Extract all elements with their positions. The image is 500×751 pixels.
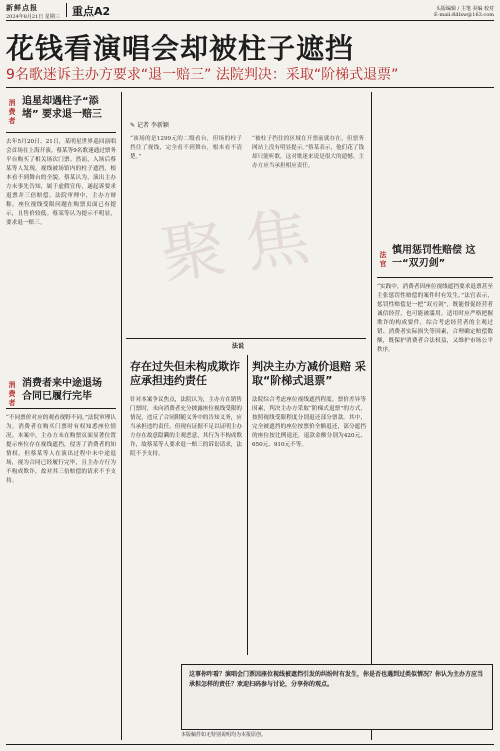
section1-tag: 消费者 (8, 98, 16, 125)
section1-body: 去年5月20日、21日，某明星世界巡回演唱会首场在上海开演。蔡某等9名歌迷通过票务平台购买了相关场次门票。然而，入场后蔡某等人发现，视线被场馆内的柱子遮挡，根本看不到舞台的全貌。蔡某认为，演出主办方未事先告知，属于虚假宣传，遂起诉要求退票并三倍赔偿。法院审理中，主办方辩称，座位视线受限问题在购票页面已有提示，且售价较低。蔡某等认为提示不明显，要求退一赔三。 (6, 139, 116, 226)
middle-right-title: 判决主办方减价退赔 采取“阶梯式退票” (252, 360, 366, 387)
byline: ✎ 记者 李新颖 (130, 122, 169, 129)
page-bottom-rule (6, 744, 494, 745)
section1-title: 追星却遇柱子“添堵” 要求退一赔三 (22, 96, 103, 120)
middle-right-body: 法院综合考虑座位视线遮挡程度、票价差异等因素，判决主办方采取“阶梯式退票”的方式，按照视线受限程度分别退还部分票款。其中，完全被遮挡的座位按票价全额退还，部分遮挡的座位按比例退还，退款金额分别为420元、650元、910元不等。 (252, 397, 366, 448)
reader-discussion-box (181, 664, 493, 730)
section2-title: 消费者来中途退场 合同已履行完毕 (22, 378, 102, 402)
section1-rule (6, 132, 116, 133)
law-tag: 法说 (232, 343, 245, 350)
column-divider-left (121, 92, 122, 740)
quote-lead: “该场的是1299元的二级看台，但场的柱子挡住了视线，完全看不到舞台，根本看不清楚。” (130, 136, 242, 160)
contact-email[interactable]: E-mail:fldlxw@163.com (434, 12, 494, 18)
page-section-label: 重点A2 (72, 5, 111, 18)
quote-body: “被柱子挡住的区域在开票前就存在，但票务网站上没有明显提示。”蔡某表示，他们花了钱却只能听歌，这对歌迷来说是很大的遗憾。主办方应当承担相应责任。 (252, 136, 364, 169)
reporter-icon: ✎ (130, 122, 137, 129)
middle-left-title: 存在过失但未构成欺诈 应承担违约责任 (130, 360, 240, 387)
decorative-focus-text: 聚 焦 (156, 199, 314, 294)
right-section-title: 慎用惩罚性赔偿 这一“双刃剑” (392, 245, 476, 269)
section2-body: “不同票价对应的观看视野不同。”法院审理认为，消费者在购买门票时有权知悉座位情况。本案中，主办方未在购票页面显著位置提示座位存在视线遮挡，侵害了消费者的知情权。但蔡某等人在演出过程中未中途退场，视为合同已经履行完毕，且主办方行为不构成欺诈，故对其三倍赔偿的请求不予支持。 (6, 415, 116, 484)
middle-section-rule (126, 338, 366, 339)
newspaper-brand: 新鲜点报 (6, 3, 38, 12)
column-divider-right (371, 92, 372, 740)
reader-discussion-text: 这事你咋看？演唱会门票因座位视线被遮挡引发的纠纷时有发生，你是否也遇到过类似情况？你认为主办方应当承担怎样的责任？欢迎扫码参与讨论，分享你的观点。 (189, 671, 484, 688)
right-section-rule (377, 277, 493, 278)
header-rule (6, 20, 494, 21)
editor-credits: 头版编辑 / 主笔 美编 校对 (435, 6, 494, 12)
judge-tag: 法官 (379, 250, 387, 268)
section2-tag: 消费者 (8, 380, 16, 407)
headline-rule (6, 87, 494, 88)
sub-headline: 9名歌迷诉主办方要求“退一赔三” 法院判决：采取“阶梯式退票” (6, 67, 399, 83)
issue-date: 2024年8月21日 星期三 (6, 14, 60, 20)
header-right-info (434, 5, 494, 18)
header-divider (66, 3, 67, 17)
right-section-body: “实践中，消费者因座位视线遮挡要求退票甚至主张惩罚性赔偿的案件时有发生。”法官表示，惩罚性赔偿是一把“双刃剑”，既能督促经营者诚信经营，也可能被滥用。适用时应严格把握欺诈的构成要件，综合考虑经营者的主观过错、消费者实际损失等因素，合理确定赔偿数额，既保护消费者合法权益，又维护市场公平秩序。 (377, 284, 493, 353)
middle-divider (247, 355, 248, 655)
main-headline: 花钱看演唱会却被柱子遮挡 (6, 32, 355, 65)
page-footer-note: 本版稿件如无特别说明均为本报原创。 (181, 732, 267, 738)
section2-rule (6, 408, 116, 409)
middle-left-body: 针对本案争议焦点，法院认为，主办方在销售门票时，未向消费者充分披露座位视线受限的情况，违反了合同附随义务中的告知义务，应当承担违约责任。但现有证据不足以证明主办方存在故意隐瞒的主观恶意，其行为不构成欺诈，故蔡某等人要求退一赔三的诉讼请求，法院不予支持。 (130, 397, 242, 457)
